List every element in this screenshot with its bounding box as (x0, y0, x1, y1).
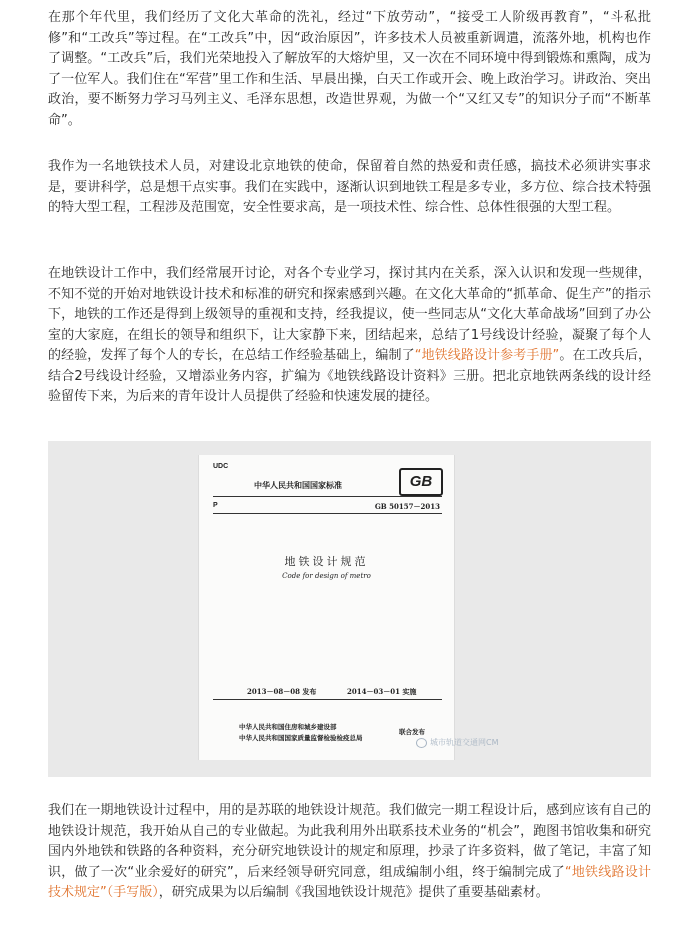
paragraph-4-text-b: ，研究成果为以后编制《我国地铁设计规范》提供了重要基础素材。 (158, 885, 549, 900)
cover-divider (213, 699, 442, 700)
paragraph-1: 在那个年代里，我们经历了文化大革命的洗礼，经过“下放劳动”，“接受工人阶级再教育”，“斗私批修”和“工改兵”等过程。在“工改兵”中，因“政治原因”，许多技术人员被重新调遣，流落外地，机构也作了调整。“工改兵”后，我们光荣地投入了解放军的大熔炉里，又一次在不同环境中得到锻炼和熏陶，成为了一位军人。我们住在“军营”里工作和生活、早晨出操，白天工作或开会、晚上政治学习。讲政治、突出政治，要不断努力学习马列主义、毛泽东思想，改造世界观，为做一个“又红又专”的知识分子而“不断革命”。 (48, 10, 651, 128)
joint-release: 联合发布 (399, 728, 425, 736)
watermark (416, 737, 499, 748)
watermark-logo-icon (416, 738, 427, 748)
cover-divider (213, 496, 442, 497)
p-mark: P (213, 502, 218, 509)
cover-divider (213, 513, 442, 514)
national-standard-title: 中华人民共和国国家标准 (254, 480, 342, 490)
issuer-1: 中华人民共和国住房和城乡建设部 (239, 723, 337, 731)
paragraph-4 (48, 801, 651, 904)
standard-name-cn: 地铁设计规范 (284, 555, 369, 568)
publish-date: 2013－08－08 发布 (247, 687, 317, 696)
watermark-text: 城市轨道交通网CM (430, 738, 499, 747)
standard-name-en: Code for design of metro (282, 572, 371, 580)
paragraph-2: 我作为一名地铁技术人员，对建设北京地铁的使命，保留着自然的热爱和责任感，搞技术必须讲实事求是，要讲科学，总是想干点实事。我们在实践中，逐渐认识到地铁工程是多专业，多方位、综合技术特强的特大型工程，工程涉及范围宽，安全性要求高，是一项技术性、综合性、总体性很强的大型工程。 (48, 159, 651, 215)
standard-number: GB 50157－2013 (374, 502, 440, 511)
gb-logo-icon: GB (399, 468, 443, 496)
paragraph-3-text-a: 在地铁设计工作中，我们经常展开讨论，对各个专业学习，探讨其内在关系，深入认识和发现一些规律，不知不觉的开始对地铁设计技术和标准的研究和探索感到兴趣。在文化大革命的“抓革命、促生产”的指示下，地铁的工作还是得到上级领导的重视和支持，经我提议，使一些同志从“文化大革命战场”回到了办公室的大家庭，在组长的领导和组织下，让大家静下来，团结起来，总结了1号线设计经验，凝聚了每个人的经验，发挥了每个人的专长，在总结工作经验基础上，编制了 (48, 266, 651, 363)
paragraph-3-text-b: 。在工改兵后，结合2号线设计经验，又增添业务内容，扩编为《地铁线路设计资料》三册。把北京地铁两条线的设计经验留传下来，为后来的青年设计人员提供了经验和快速发展的捷径。 (48, 348, 651, 404)
standard-cover-image (198, 455, 455, 760)
issuer-2: 中华人民共和国国家质量监督检验检疫总局 (239, 734, 363, 742)
highlight-manual-title: “地铁线路设计参考手册” (414, 348, 560, 363)
paragraph-4-text-a: 我们在一期地铁设计过程中，用的是苏联的地铁设计规范。我们做完一期工程设计后，感到应该有自己的地铁设计规范，我开始从自己的专业做起。为此我利用外出联系技术业务的“机会”，跑图书馆收集和研究国内外地铁和铁路的各种资料，充分研究地铁设计的规定和原理，抄录了许多资料，做了笔记，丰富了知识，做了一次“业余爱好的研究”，后来经领导研究同意，组成编制小组，终于编制完成了 (48, 803, 651, 880)
paragraph-3 (48, 264, 651, 408)
implement-date: 2014－03－01 实施 (347, 687, 417, 696)
highlight-regulation-title: “地铁线路设计技术规定”（手写版） (48, 864, 651, 900)
udc-label: UDC (213, 463, 229, 470)
